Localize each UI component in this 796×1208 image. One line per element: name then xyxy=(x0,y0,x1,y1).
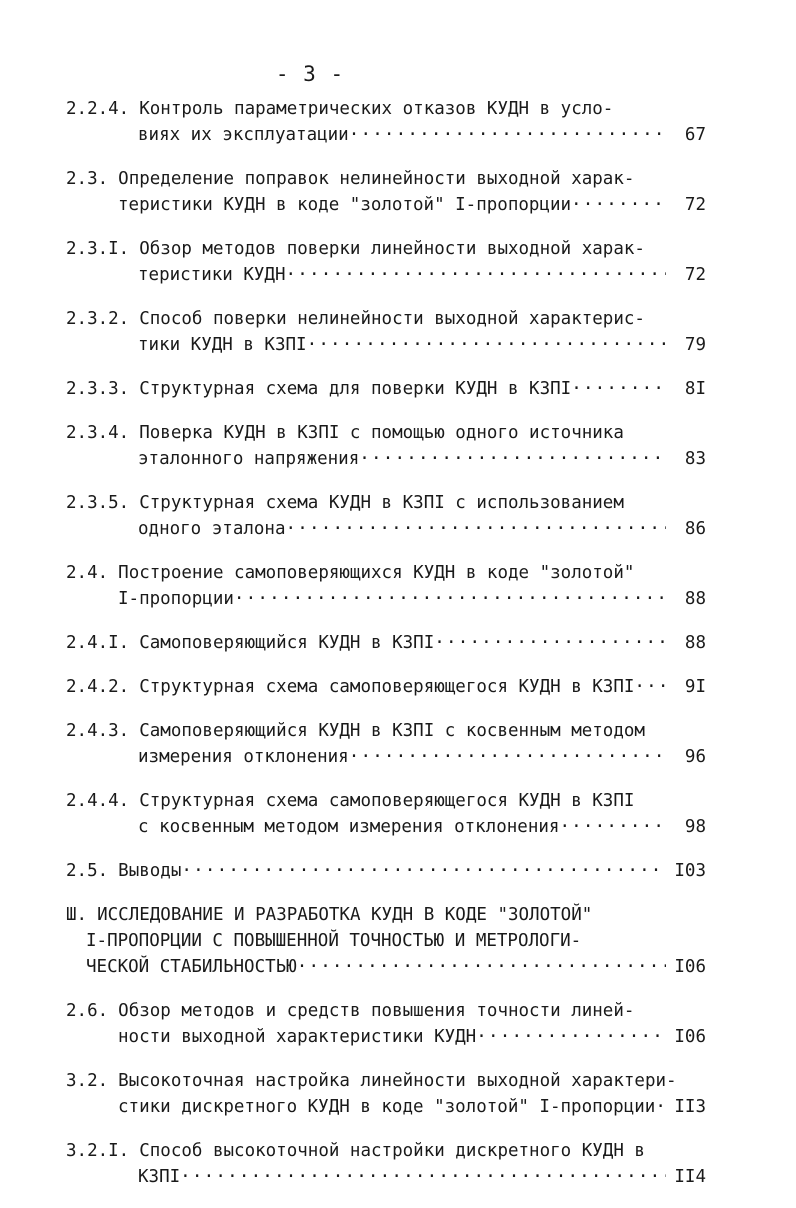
page-reference: 72 xyxy=(684,195,706,215)
toc-entry xyxy=(66,236,706,288)
section-number: 3.2.I. xyxy=(66,1141,130,1161)
toc-line xyxy=(66,306,706,332)
section-number: 2.3.3. xyxy=(66,379,130,399)
toc-line-last xyxy=(66,1164,706,1190)
page-reference: 72 xyxy=(684,265,706,285)
section-title-last: ЧЕСКОЙ СТАБИЛЬНОСТЬЮ xyxy=(86,957,297,977)
toc-line xyxy=(66,236,706,262)
page-reference: 79 xyxy=(684,335,706,355)
toc-line xyxy=(66,998,706,1024)
dot-leader xyxy=(234,587,666,605)
toc-line xyxy=(66,902,706,928)
page-reference: I06 xyxy=(674,957,706,977)
section-number: 2.4.2. xyxy=(66,677,130,697)
page-reference: 88 xyxy=(684,633,706,653)
toc-entry xyxy=(66,420,706,472)
toc-line-last xyxy=(66,1024,706,1050)
page-reference: 9I xyxy=(684,677,706,697)
toc-line xyxy=(66,560,706,586)
page-reference: 67 xyxy=(684,125,706,145)
section-title-last: Структурная схема самоповеряющегося КУДН в КЗПI xyxy=(139,677,635,697)
dot-leader xyxy=(571,377,666,395)
page-reference: 83 xyxy=(684,449,706,469)
toc-entry xyxy=(66,718,706,770)
section-title-line: Структурная схема самоповеряющегося КУДН в КЗПI xyxy=(139,791,635,811)
section-number: Ш. xyxy=(66,905,88,925)
section-title-line: I-ПРОПОРЦИИ С ПОВЫШЕННОЙ ТОЧНОСТЬЮ И МЕТРОЛОГИ- xyxy=(86,931,582,951)
section-title-line: ИССЛЕДОВАНИЕ И РАЗРАБОТКА КУДН В КОДЕ "ЗОЛОТОЙ" xyxy=(97,905,593,925)
toc-entry xyxy=(66,902,706,980)
toc-entry xyxy=(66,560,706,612)
toc-entry xyxy=(66,858,706,884)
page-number: - 3 - xyxy=(275,62,345,86)
toc-line-last xyxy=(66,1094,706,1120)
toc-line xyxy=(66,166,706,192)
section-title-last: ности выходной характеристики КУДН xyxy=(118,1027,477,1047)
section-number: 2.4. xyxy=(66,563,109,583)
toc-line-last xyxy=(66,262,706,288)
section-title-last: I-пропорции xyxy=(118,589,234,609)
section-title-line: Обзор методов и средств повышения точности линей- xyxy=(118,1001,635,1021)
dot-leader xyxy=(297,955,666,973)
section-title-line: Самоповеряющийся КУДН в КЗПI с косвенным методом xyxy=(139,721,645,741)
toc-entry xyxy=(66,1138,706,1190)
toc-line xyxy=(66,420,706,446)
toc-line xyxy=(66,1068,706,1094)
toc-line xyxy=(66,718,706,744)
dot-leader xyxy=(180,1165,666,1183)
dot-leader xyxy=(286,517,666,535)
toc-line xyxy=(66,96,706,122)
toc-entry xyxy=(66,376,706,402)
section-title-line: Определение поправок нелинейности выходной харак- xyxy=(118,169,635,189)
toc-line xyxy=(66,788,706,814)
section-title-last: измерения отклонения xyxy=(138,747,349,767)
section-title-last: Самоповеряющийся КУДН в КЗПI xyxy=(139,633,435,653)
section-number: 2.4.4. xyxy=(66,791,130,811)
dot-leader xyxy=(307,333,666,351)
toc-line xyxy=(66,490,706,516)
section-title-last: эталонного напряжения xyxy=(138,449,360,469)
section-number: 3.2. xyxy=(66,1071,109,1091)
page-reference: 98 xyxy=(684,817,706,837)
toc-entry xyxy=(66,96,706,148)
dot-leader xyxy=(571,193,666,211)
toc-entry xyxy=(66,674,706,700)
section-title-line: Поверка КУДН в КЗПI с помощью одного источника xyxy=(139,423,624,443)
section-title-last: теристики КУДН xyxy=(138,265,286,285)
dot-leader xyxy=(434,631,666,649)
toc-line xyxy=(66,376,706,402)
section-title-last: тики КУДН в КЗПI xyxy=(138,335,307,355)
toc-line-last xyxy=(66,332,706,358)
page-reference: 96 xyxy=(684,747,706,767)
page-reference: I03 xyxy=(674,861,706,881)
dot-leader xyxy=(349,745,666,763)
toc-entry xyxy=(66,166,706,218)
section-title-last: с косвенным методом измерения отклонения xyxy=(138,817,560,837)
toc-entry xyxy=(66,630,706,656)
page-reference: 8I xyxy=(684,379,706,399)
section-number: 2.3.I. xyxy=(66,239,130,259)
page-reference: II4 xyxy=(674,1167,706,1187)
toc-line-last xyxy=(66,122,706,148)
page-reference: II3 xyxy=(674,1097,706,1117)
section-title-last: теристики КУДН в коде "золотой" I-пропорции xyxy=(118,195,572,215)
table-of-contents xyxy=(66,96,706,1208)
section-title-last: стики дискретного КУДН в коде "золотой" I-пропорции xyxy=(118,1097,656,1117)
section-number: 2.3.4. xyxy=(66,423,130,443)
section-number: 2.5. xyxy=(66,861,109,881)
page-reference: 86 xyxy=(684,519,706,539)
section-number: 2.3.2. xyxy=(66,309,130,329)
toc-line xyxy=(66,674,706,700)
section-title-last: КЗПI xyxy=(138,1167,181,1187)
section-title-line: Построение самоповеряющихся КУДН в коде "золотой" xyxy=(118,563,635,583)
toc-line-last xyxy=(66,192,706,218)
section-title-last: Выводы xyxy=(118,861,182,881)
section-title-line: Контроль параметрических отказов КУДН в усло- xyxy=(139,99,614,119)
toc-line xyxy=(66,1138,706,1164)
toc-line-last xyxy=(66,516,706,542)
dot-leader xyxy=(559,815,666,833)
section-title-last: одного эталона xyxy=(138,519,286,539)
toc-entry xyxy=(66,788,706,840)
toc-entry xyxy=(66,490,706,542)
dot-leader xyxy=(349,123,666,141)
toc-line-last xyxy=(66,586,706,612)
page-reference: 88 xyxy=(684,589,706,609)
dot-leader xyxy=(181,859,666,877)
section-number: 2.4.3. xyxy=(66,721,130,741)
dot-leader xyxy=(634,675,666,693)
section-title-line: Структурная схема КУДН в КЗПI с использованием xyxy=(139,493,624,513)
toc-entry xyxy=(66,998,706,1050)
section-title-line: Обзор методов поверки линейности выходной харак- xyxy=(139,239,645,259)
toc-line xyxy=(66,858,706,884)
section-number: 2.2.4. xyxy=(66,99,130,119)
section-title-last: Структурная схема для поверки КУДН в КЗПI xyxy=(139,379,572,399)
section-title-line: Высокоточная настройка линейности выходной характери- xyxy=(118,1071,677,1091)
toc-line-last xyxy=(66,954,706,980)
toc-entry xyxy=(66,1068,706,1120)
toc-entry xyxy=(66,306,706,358)
toc-line xyxy=(66,928,706,954)
dot-leader xyxy=(359,447,666,465)
section-title-line: Способ поверки нелинейности выходной характерис- xyxy=(139,309,645,329)
dot-leader xyxy=(476,1025,666,1043)
section-number: 2.6. xyxy=(66,1001,109,1021)
section-number: 2.3. xyxy=(66,169,109,189)
section-title-line: Способ высокоточной настройки дискретного КУДН в xyxy=(139,1141,645,1161)
page-reference: I06 xyxy=(674,1027,706,1047)
section-number: 2.4.I. xyxy=(66,633,130,653)
toc-line-last xyxy=(66,446,706,472)
dot-leader xyxy=(655,1095,666,1113)
section-number: 2.3.5. xyxy=(66,493,130,513)
dot-leader xyxy=(286,263,666,281)
toc-line-last xyxy=(66,744,706,770)
toc-line xyxy=(66,630,706,656)
section-title-last: виях их эксплуатации xyxy=(138,125,349,145)
toc-line-last xyxy=(66,814,706,840)
